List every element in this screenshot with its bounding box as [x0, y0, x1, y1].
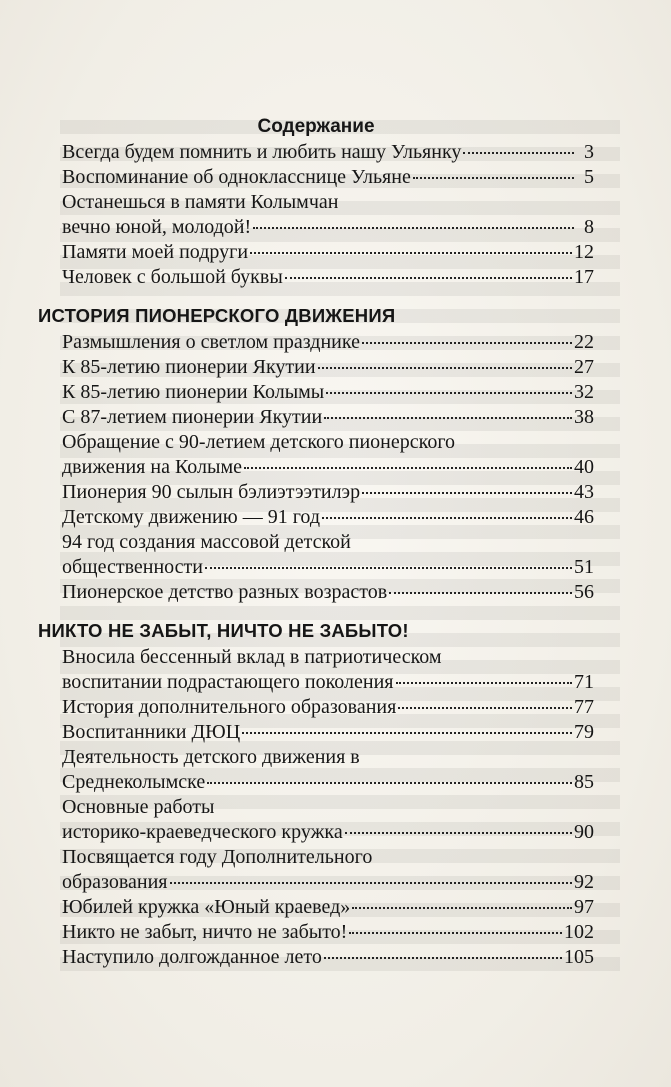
dot-leader: [318, 367, 572, 369]
toc-page-number: 43: [574, 481, 594, 503]
toc-page-number: 105: [564, 946, 594, 968]
toc-entry-line: [62, 745, 594, 770]
toc-entry-line: [62, 895, 594, 920]
toc-page-number: 85: [574, 771, 594, 793]
toc-entry: [62, 505, 594, 530]
toc-entry-title: К 85-летию пионерии Якутии: [62, 356, 316, 378]
toc-page-number: 17: [574, 266, 594, 288]
toc-page-number: 40: [574, 456, 594, 478]
toc-entry-line: [62, 845, 594, 870]
toc-entry-title: Обращение с 90-летием детского пионерского: [62, 431, 456, 453]
toc-page-number: 79: [574, 721, 594, 743]
toc-entry: [62, 355, 594, 380]
toc-entry: [62, 430, 594, 480]
toc-entry-title: Никто не забыт, ничто не забыто!: [62, 921, 348, 943]
toc-entry-title: Воспитанники ДЮЦ: [62, 721, 241, 743]
toc-entry-line: [62, 165, 594, 190]
toc-entry-line: [62, 645, 594, 670]
toc-entry-title: общественности: [62, 556, 203, 578]
toc-entry-line: [62, 695, 594, 720]
toc-entry: [62, 920, 594, 945]
toc-entry: [62, 330, 594, 355]
dot-leader: [352, 907, 572, 909]
toc-entry-line: [62, 795, 594, 820]
toc-entry-title: Памяти моей подруги: [62, 241, 249, 263]
toc-entry-line: [62, 530, 594, 555]
toc-entry-title: Детскому движению — 91 год: [62, 506, 321, 528]
toc-entry-line: [62, 580, 594, 605]
toc-entry: [62, 265, 594, 290]
toc-entry-title: Останешься в памяти Колымчан: [62, 191, 339, 213]
toc-section-title: НИКТО НЕ ЗАБЫТ, НИЧТО НЕ ЗАБЫТО!: [38, 620, 409, 641]
dot-leader: [463, 152, 574, 154]
toc-entry-title: Вносила бессенный вклад в патриотическом: [62, 646, 442, 668]
dot-leader: [324, 957, 562, 959]
toc-entry-line: [62, 240, 594, 265]
toc-page-number: 3: [584, 141, 594, 163]
toc-entry-title: Пионерия 90 сылын бэлиэтээтилэр: [62, 481, 361, 503]
toc-page-number: 38: [574, 406, 594, 428]
toc-entry-title: вечно юной, молодой!: [62, 216, 252, 238]
table-of-contents: [38, 114, 594, 970]
toc-entry-title: Пионерское детство разных возрастов: [62, 581, 388, 603]
dot-leader: [205, 567, 572, 569]
toc-entry: [62, 580, 594, 605]
toc-page-number: 102: [564, 921, 594, 943]
toc-entry-line: [62, 455, 594, 480]
toc-entry-line: [62, 670, 594, 695]
toc-section: [38, 617, 594, 970]
dot-leader: [362, 492, 572, 494]
toc-entry-line: [62, 820, 594, 845]
dot-leader: [349, 932, 562, 934]
toc-entry-title: образования: [62, 871, 168, 893]
toc-page-number: 27: [574, 356, 594, 378]
toc-section: [38, 302, 594, 605]
toc-entry: [62, 895, 594, 920]
toc-entry-line: [62, 505, 594, 530]
toc-entry-title: 94 год создания массовой детской: [62, 531, 351, 553]
toc-entry-title: Размышления о светлом празднике: [62, 331, 360, 353]
toc-page-number: 71: [574, 671, 594, 693]
toc-entry-line: [62, 920, 594, 945]
toc-intro-entries: [38, 140, 594, 290]
toc-entry: [62, 165, 594, 190]
dot-leader: [413, 177, 574, 179]
toc-entry-title: Основные работы: [62, 796, 215, 818]
toc-entry: [62, 190, 594, 240]
toc-page-number: 90: [574, 821, 594, 843]
toc-page-number: 46: [574, 506, 594, 528]
toc-entry-line: [62, 430, 594, 455]
toc-entry-title: История дополнительного образования: [62, 696, 397, 718]
dot-leader: [322, 517, 572, 519]
dot-leader: [170, 882, 573, 884]
toc-entry-line: [62, 770, 594, 795]
toc-entry: [62, 745, 594, 795]
toc-entry-title: К 85-летию пионерии Колымы: [62, 381, 325, 403]
toc-entry: [62, 405, 594, 430]
toc-entry: [62, 845, 594, 895]
toc-entry-title: Всегда будем помнить и любить нашу Ульянку: [62, 141, 462, 163]
toc-entry-title: Юбилей кружка «Юный краевед»: [62, 896, 351, 918]
toc-page-number: 22: [574, 331, 594, 353]
toc-entry-title: Наступило долгожданное лето: [62, 946, 322, 968]
toc-entry-title: С 87-летием пионерии Якутии: [62, 406, 323, 428]
toc-entry-line: [62, 945, 594, 970]
toc-entry-title: Человек с большой буквы: [62, 266, 283, 288]
toc-entry: [62, 945, 594, 970]
toc-entry-line: [62, 405, 594, 430]
toc-entry-line: [62, 330, 594, 355]
toc-entry-title: Воспоминание об однокласснице Ульяне: [62, 166, 411, 188]
toc-entry-line: [62, 215, 594, 240]
toc-page-number: 8: [584, 216, 594, 238]
toc-page-number: 51: [574, 556, 594, 578]
toc-page-number: 5: [584, 166, 594, 188]
toc-page-number: 92: [574, 871, 594, 893]
dot-leader: [250, 252, 572, 254]
toc-entry: [62, 530, 594, 580]
toc-entry-title: Среднеколымске: [62, 771, 206, 793]
toc-entry-title: Деятельность детского движения в: [62, 746, 360, 768]
dot-leader: [207, 782, 572, 784]
toc-entry-line: [62, 720, 594, 745]
toc-entry: [62, 645, 594, 695]
toc-entry-line: [62, 555, 594, 580]
dot-leader: [326, 392, 572, 394]
toc-entry-line: [62, 265, 594, 290]
toc-entry-line: [62, 480, 594, 505]
toc-page-number: 56: [574, 581, 594, 603]
toc-entry-line: [62, 140, 594, 165]
dot-leader: [398, 707, 572, 709]
dot-leader: [244, 467, 572, 469]
toc-entry: [62, 695, 594, 720]
toc-page-number: 12: [574, 241, 594, 263]
toc-entry-line: [62, 380, 594, 405]
toc-page-number: 32: [574, 381, 594, 403]
toc-section-title: ИСТОРИЯ ПИОНЕРСКОГО ДВИЖЕНИЯ: [38, 305, 396, 326]
dot-leader: [242, 732, 572, 734]
toc-entry: [62, 140, 594, 165]
toc-page-number: 97: [574, 896, 594, 918]
toc-entry-title: Посвящается году Дополнительного: [62, 846, 373, 868]
toc-entry-title: историко-краеведческого кружка: [62, 821, 343, 843]
toc-entry: [62, 795, 594, 845]
dot-leader: [253, 227, 574, 229]
toc-entry-title: воспитании подрастающего поколения: [62, 671, 394, 693]
dot-leader: [389, 592, 572, 594]
toc-sections: [38, 302, 594, 970]
dot-leader: [285, 277, 572, 279]
toc-entry: [62, 240, 594, 265]
dot-leader: [396, 682, 572, 684]
toc-entry: [62, 720, 594, 745]
toc-entry-line: [62, 355, 594, 380]
toc-heading: Содержание: [257, 116, 375, 137]
toc-entry-line: [62, 870, 594, 895]
toc-page-number: 77: [574, 696, 594, 718]
dot-leader: [324, 417, 572, 419]
dot-leader: [345, 832, 572, 834]
dot-leader: [362, 342, 572, 344]
toc-entry: [62, 380, 594, 405]
toc-entry-title: движения на Колыме: [62, 456, 242, 478]
toc-entry-line: [62, 190, 594, 215]
toc-entry: [62, 480, 594, 505]
